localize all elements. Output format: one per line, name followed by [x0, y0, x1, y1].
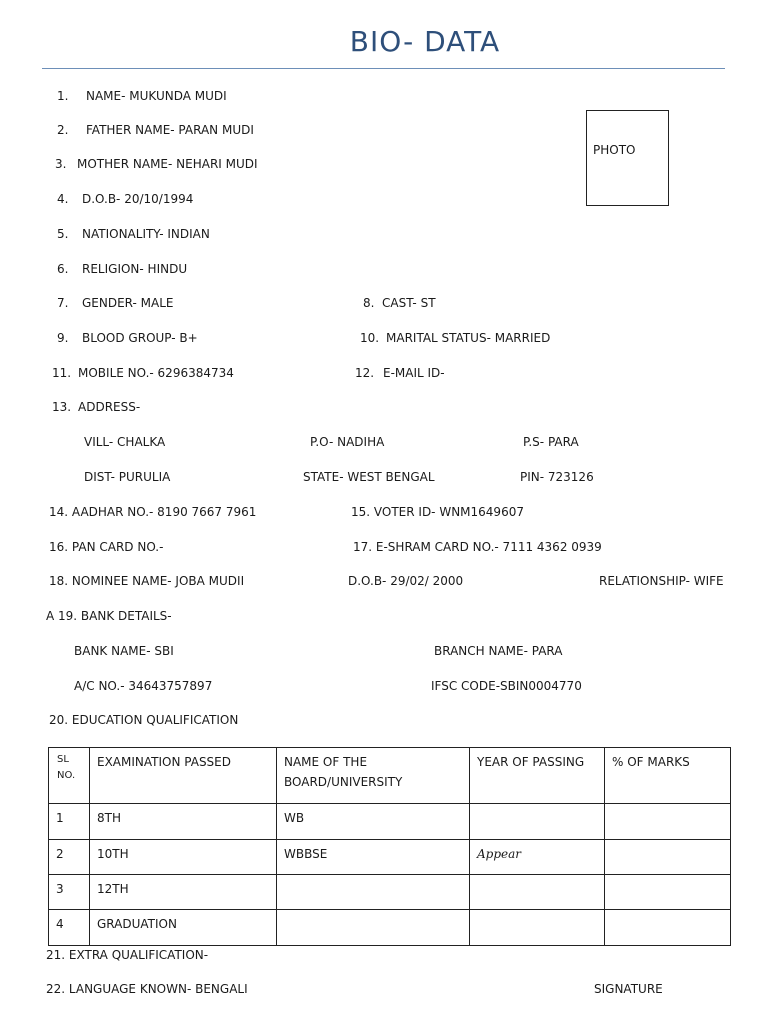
header-board	[277, 748, 470, 804]
mother-name-field: MOTHER NAME- NEHARI MUDI	[77, 157, 258, 171]
field-number: 11.	[52, 366, 72, 380]
ifsc-code-field: IFSC CODE-SBIN0004770	[431, 679, 582, 693]
pin-field: PIN- 723126	[520, 470, 594, 484]
table-row	[49, 910, 731, 946]
field-number: 4.	[57, 192, 69, 206]
cell-marks	[605, 804, 731, 840]
cell-exam: GRADUATION	[90, 910, 277, 946]
cell-exam: 8TH	[90, 804, 277, 840]
field-number: 9.	[57, 331, 69, 345]
header-sl-line1: SL	[57, 754, 69, 765]
cell-marks	[605, 875, 731, 910]
cell-sl: 4	[49, 910, 90, 946]
account-number-field: A/C NO.- 34643757897	[74, 679, 213, 693]
document-title: BIO- DATA	[349, 25, 501, 58]
cell-sl: 3	[49, 875, 90, 910]
header-sl-no	[49, 748, 90, 804]
cast-field: CAST- ST	[382, 296, 436, 310]
field-number: 7.	[57, 296, 69, 310]
relationship-field: RELATIONSHIP- WIFE	[599, 574, 724, 588]
blood-group-field: BLOOD GROUP- B+	[82, 331, 198, 345]
aadhar-field: 14. AADHAR NO.- 8190 7667 7961	[49, 505, 257, 519]
header-marks: % OF MARKS	[605, 748, 731, 804]
cell-sl: 2	[49, 840, 90, 875]
cell-year: Appear	[470, 840, 605, 875]
mobile-field: MOBILE NO.- 6296384734	[78, 366, 234, 380]
nominee-dob-field: D.O.B- 29/02/ 2000	[348, 574, 464, 588]
table-row	[49, 875, 731, 910]
field-number: 1.	[57, 89, 69, 103]
cell-board	[277, 875, 470, 910]
cell-year	[470, 804, 605, 840]
pan-card-field: 16. PAN CARD NO.-	[49, 540, 164, 554]
field-number: 5.	[57, 227, 69, 241]
education-heading: 20. EDUCATION QUALIFICATION	[49, 713, 239, 727]
cell-marks	[605, 840, 731, 875]
cell-marks	[605, 910, 731, 946]
cell-exam: 10TH	[90, 840, 277, 875]
cell-board: WB	[277, 804, 470, 840]
father-name-field: FATHER NAME- PARAN MUDI	[86, 123, 254, 137]
voter-id-field: 15. VOTER ID- WNM1649607	[351, 505, 524, 519]
header-sl-line2: NO.	[57, 770, 76, 781]
bank-name-field: BANK NAME- SBI	[74, 644, 174, 658]
field-number: 3.	[55, 157, 67, 171]
title-divider	[42, 68, 725, 69]
nationality-field: NATIONALITY- INDIAN	[82, 227, 210, 241]
table-row	[49, 804, 731, 840]
field-number: 12.	[355, 366, 375, 380]
cell-year	[470, 875, 605, 910]
cell-exam: 12TH	[90, 875, 277, 910]
post-office-field: P.O- NADIHA	[310, 435, 385, 449]
signature-label: SIGNATURE	[594, 982, 663, 996]
field-number: 2.	[57, 123, 69, 137]
cell-sl: 1	[49, 804, 90, 840]
nominee-name-field: 18. NOMINEE NAME- JOBA MUDII	[49, 574, 245, 588]
name-field: NAME- MUKUNDA MUDI	[86, 89, 227, 103]
cell-board	[277, 910, 470, 946]
language-known-field: 22. LANGUAGE KNOWN- BENGALI	[46, 982, 248, 996]
eshram-card-field: 17. E-SHRAM CARD NO.- 7111 4362 0939	[353, 540, 602, 554]
photo-box	[586, 110, 669, 206]
address-heading: ADDRESS-	[78, 400, 141, 414]
district-field: DIST- PURULIA	[84, 470, 171, 484]
field-number: 10.	[360, 331, 380, 345]
police-station-field: P.S- PARA	[523, 435, 579, 449]
header-board-line1: NAME OF THE	[284, 755, 368, 769]
cell-year	[470, 910, 605, 946]
field-number: 6.	[57, 262, 69, 276]
village-field: VILL- CHALKA	[84, 435, 166, 449]
table-header-row	[49, 748, 731, 804]
header-examination: EXAMINATION PASSED	[90, 748, 277, 804]
photo-label: PHOTO	[593, 143, 636, 157]
extra-qualification-field: 21. EXTRA QUALIFICATION-	[46, 948, 209, 962]
field-number: 13.	[52, 400, 72, 414]
bank-details-heading: A 19. BANK DETAILS-	[46, 609, 172, 623]
header-year: YEAR OF PASSING	[470, 748, 605, 804]
header-board-line2: BOARD/UNIVERSITY	[284, 775, 403, 789]
marital-status-field: MARITAL STATUS- MARRIED	[386, 331, 551, 345]
cell-board: WBBSE	[277, 840, 470, 875]
state-field: STATE- WEST BENGAL	[303, 470, 435, 484]
religion-field: RELIGION- HINDU	[82, 262, 188, 276]
table-row	[49, 840, 731, 875]
branch-name-field: BRANCH NAME- PARA	[434, 644, 563, 658]
field-number: 8.	[363, 296, 375, 310]
education-table	[48, 747, 731, 946]
dob-field: D.O.B- 20/10/1994	[82, 192, 194, 206]
gender-field: GENDER- MALE	[82, 296, 174, 310]
email-field: E-MAIL ID-	[383, 366, 445, 380]
